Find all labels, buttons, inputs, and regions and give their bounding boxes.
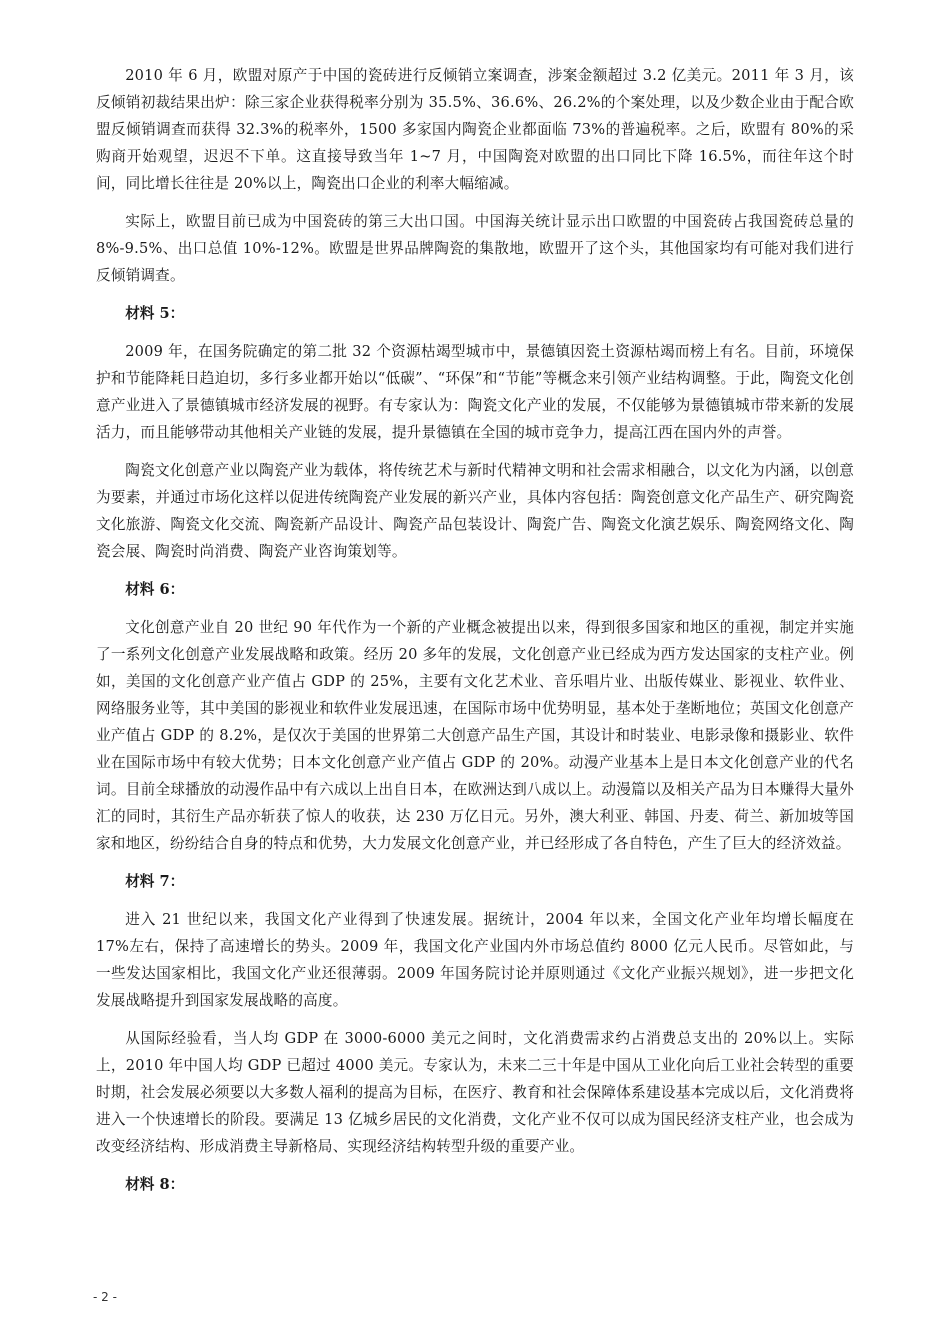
material-5-heading: 材料 5： [125, 305, 185, 322]
paragraph: 进入 21 世纪以来，我国文化产业得到了快速发展。据统计，2004 年以来，全国文化产业年均增长幅度在 17%左右，保持了高速增长的势头。2009 年，我国文化产业国内外市场总值约 8000 亿元人民币。尽管如此，与一些发达国家相比，我国文化产业还很薄弱。2009 年国务院讨论并原则通过《文化产业振兴规划》，进一步把文化发展战略提升到国家发展战略的高度。 [96, 911, 854, 1009]
material-7-heading: 材料 7： [125, 873, 185, 890]
page-number: - 2 - [93, 1290, 117, 1304]
material-6-heading: 材料 6： [125, 581, 185, 598]
paragraph: 文化创意产业自 20 世纪 90 年代作为一个新的产业概念被提出以来，得到很多国家和地区的重视，制定并实施了一系列文化创意产业发展战略和政策。经历 20 多年的发展，文化创意产业已经成为西方发达国家的支柱产业。例如，美国的文化创意产业产值占 GDP 的 25%，主要有文化艺术业、音乐唱片业、出版传媒业、影视业、软件业、网络服务业等，其中美国的影视业和软件业发展迅速，在国际市场中优势明显，基本处于垄断地位；英国文化创意产业产值占 GDP 的 8.2%，是仅次于美国的世界第二大创意产品生产国，其设计和时装业、电影录像和摄影业、软件业在国际市场中有较大优势；日本文化创意产业产值占 GDP 的 20%。动漫产业基本上是日本文化创意产业的代名词。目前全球播放的动漫作品中有六成以上出自日本，在欧洲达到八成以上。动漫篇以及相关产品为日本赚得大量外汇的同时，其衍生产品亦斩获了惊人的收获，达 230 万亿日元。另外，澳大利亚、韩国、丹麦、荷兰、新加坡等国家和地区，纷纷结合自身的特点和优势，大力发展文化创意产业，并已经形成了各自特色，产生了巨大的经济效益。 [96, 619, 854, 852]
paragraph: 陶瓷文化创意产业以陶瓷产业为载体，将传统艺术与新时代精神文明和社会需求相融合，以文化为内涵，以创意为要素，并通过市场化这样以促进传统陶瓷产业发展的新兴产业，具体内容包括：陶瓷创意文化产品生产、研究陶瓷文化旅游、陶瓷文化交流、陶瓷新产品设计、陶瓷产品包装设计、陶瓷广告、陶瓷文化演艺娱乐、陶瓷网络文化、陶瓷会展、陶瓷时尚消费、陶瓷产业咨询策划等。 [96, 462, 854, 560]
paragraph: 2009 年，在国务院确定的第二批 32 个资源枯竭型城市中，景德镇因瓷土资源枯竭而榜上有名。目前，环境保护和节能降耗日趋迫切，多行多业都开始以“低碳”、“环保”和“节能”等概念来引领产业结构调整。于此，陶瓷文化创意产业进入了景德镇城市经济发展的视野。有专家认为：陶瓷文化产业的发展，不仅能够为景德镇城市带来新的发展活力，而且能够带动其他相关产业链的发展，提升景德镇在全国的城市竞争力，提高江西在国内外的声誉。 [96, 343, 854, 441]
paragraph: 2010 年 6 月，欧盟对原产于中国的瓷砖进行反倾销立案调查，涉案金额超过 3.2 亿美元。2011 年 3 月，该反倾销初裁结果出炉：除三家企业获得税率分别为 35.5%、36.6%、26.2%的个案处理，以及少数企业由于配合欧盟反倾销调查而获得 32.3%的税率外，1500 多家国内陶瓷企业都面临 73%的普遍税率。之后，欧盟有 80%的采购商开始观望，迟迟不下单。这直接导致当年 1~7 月，中国陶瓷对欧盟的出口同比下降 16.5%，而往年这个时间，同比增长往往是 20%以上，陶瓷出口企业的利率大幅缩减。 [96, 67, 854, 192]
material-8-heading: 材料 8： [125, 1176, 185, 1193]
paragraph: 从国际经验看，当人均 GDP 在 3000-6000 美元之间时，文化消费需求约占消费总支出的 20%以上。实际上，2010 年中国人均 GDP 已超过 4000 美元。专家认为，未来二三十年是中国从工业化向后工业社会转型的重要时期，社会发展必须要以大多数人福利的提高为目标，在医疗、教育和社会保障体系建设基本完成以后，文化消费将进入一个快速增长的阶段。要满足 13 亿城乡居民的文化消费，文化产业不仅可以成为国民经济支柱产业，也会成为改变经济结构、形成消费主导新格局、实现经济结构转型升级的重要产业。 [96, 1030, 854, 1155]
document-body [96, 62, 854, 1209]
paragraph: 实际上，欧盟目前已成为中国瓷砖的第三大出口国。中国海关统计显示出口欧盟的中国瓷砖占我国瓷砖总量的 8%-9.5%、出口总值 10%-12%。欧盟是世界品牌陶瓷的集散地，欧盟开了这个头，其他国家均有可能对我们进行反倾销调查。 [96, 213, 854, 284]
